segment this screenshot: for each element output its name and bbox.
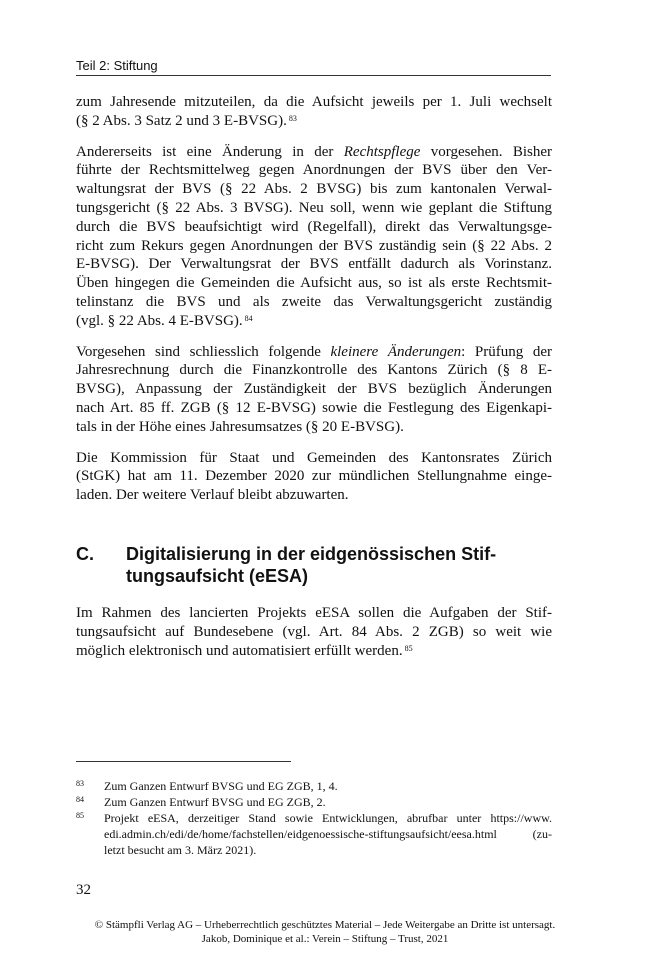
paragraph-1 <box>76 93 552 131</box>
text-line: (StGK) hat am 11. Dezember 2020 zur mündlichen Stellungnahme einge- <box>76 468 552 485</box>
text-line: nach Art. 85 ff. ZGB (§ 12 E-BVSG) sowie die Festlegung des Eigenkapi- <box>76 399 552 416</box>
footnote-line: Zum Ganzen Entwurf BVSG und EG ZGB, 1, 4. <box>104 779 338 793</box>
section-letter: C. <box>76 544 94 564</box>
section-paragraph <box>76 604 552 660</box>
paragraph-3 <box>76 343 552 437</box>
footnote-reference[interactable]: 83 <box>288 113 297 123</box>
copyright-line-2: Jakob, Dominique et al.: Verein – Stiftung – Trust, 2021 <box>201 933 449 945</box>
footnote-line: letzt besucht am 3. März 2021). <box>104 843 257 857</box>
text-line: (vgl. § 22 Abs. 4 E-BVSG). $^{84}$ <box>76 312 253 329</box>
copyright-notice <box>0 918 650 946</box>
footnote-85 <box>76 810 552 858</box>
text-line: zum Jahresende mitzuteilen, da die Aufsicht jeweils per 1. Juli wechselt <box>76 94 552 110</box>
footnote-reference[interactable]: 85 <box>404 643 413 653</box>
text-line: Üben hingegen die Gemeinden die Aufsicht aus, so ist als erste Rechtsmit- <box>76 275 552 292</box>
footnote-line: Zum Ganzen Entwurf BVSG und EG ZGB, 2. <box>104 795 326 809</box>
footnote-83 <box>76 778 552 794</box>
text-line: durch die BVS beaufsichtigt wird (Regelfall), direkt das Verwaltungsge- <box>76 218 552 235</box>
footnote-line: edi.admin.ch/edi/de/home/fachstellen/eidgenoessische-stiftungsaufsicht/eesa.html (zu- <box>104 827 552 841</box>
copyright-line-1: © Stämpfli Verlag AG – Urheberrechtlich geschütztes Material – Jede Weitergabe an Dritte ist untersagt. <box>94 919 556 931</box>
page-number: 32 <box>76 882 91 898</box>
header-rule <box>76 75 551 76</box>
text-line: führte der Rechtsmittelweg gegen Anordnungen der BVS über den Ver- <box>76 162 552 179</box>
footnote-rule <box>76 761 291 762</box>
footnote-number: 84 <box>76 795 84 804</box>
section-title-line-2: tungsaufsicht (eESA) <box>126 566 309 586</box>
text-line: Andererseits ist eine Änderung in der Rechtspflege vorgesehen. Bisher <box>76 143 552 160</box>
section-heading <box>76 543 552 587</box>
footnote-reference[interactable]: 84 <box>244 313 253 323</box>
text-line: telinstanz die BVS und als zweite das Verwaltungsgericht zuständig <box>76 293 552 310</box>
text-line: waltungsrat der BVS (§ 22 Abs. 2 BVSG) bis zum kantonalen Verwal- <box>76 181 552 198</box>
text-line: BVSG), Anpassung der Zuständigkeit der BVS bezüglich Änderungen <box>76 381 552 398</box>
text-line: Jahresrechnung durch die Finanzkontrolle des Kantons Zürich (§ 8 E- <box>76 362 552 379</box>
text-line: Im Rahmen des lancierten Projekts eESA sollen die Aufgaben der Stif- <box>76 605 552 621</box>
text-line: tungsgericht (§ 22 Abs. 3 BVSG). Neu soll, wenn wie geplant die Stiftung <box>76 199 552 216</box>
text-line: Vorgesehen sind schliesslich folgende kleinere Änderungen: Prüfung der <box>76 343 553 360</box>
footnote-number: 83 <box>76 779 84 788</box>
running-header: Teil 2: Stiftung <box>76 58 158 73</box>
paragraph-4 <box>76 449 552 505</box>
footnote-number: 85 <box>76 811 84 820</box>
footnotes <box>76 778 552 858</box>
text-line: tals in der Höhe eines Jahresumsatzes (§ 20 E-BVSG). <box>76 418 404 435</box>
text-line: möglich elektronisch und automatisiert erfüllt werden. $^{85}$ <box>76 642 413 659</box>
text-line: richt zum Rekurs gegen Anordnungen der BVS zuständig sein (§ 22 Abs. 2 <box>76 237 552 254</box>
text-line: laden. Der weitere Verlauf bleibt abzuwarten. <box>76 487 349 504</box>
text-line: E-BVSG). Der Verwaltungsrat der BVS entfällt dadurch als Vorinstanz. <box>76 256 552 273</box>
section-title-line-1: Digitalisierung in der eidgenössischen Stif- <box>126 544 497 564</box>
text-line: Die Kommission für Staat und Gemeinden des Kantonsrates Zürich <box>76 449 552 466</box>
section-body-text <box>76 604 552 672</box>
footnote-84 <box>76 794 552 810</box>
body-text <box>76 93 552 517</box>
paragraph-2 <box>76 143 552 331</box>
footnote-line: Projekt eESA, derzeitiger Stand sowie Entwicklungen, abrufbar unter https://www. <box>104 811 552 825</box>
text-line: tungsaufsicht auf Bundesebene (vgl. Art. 84 Abs. 2 ZGB) so weit wie <box>76 623 552 640</box>
text-line: (§ 2 Abs. 3 Satz 2 und 3 E-BVSG). $^{83}$ <box>76 112 297 129</box>
